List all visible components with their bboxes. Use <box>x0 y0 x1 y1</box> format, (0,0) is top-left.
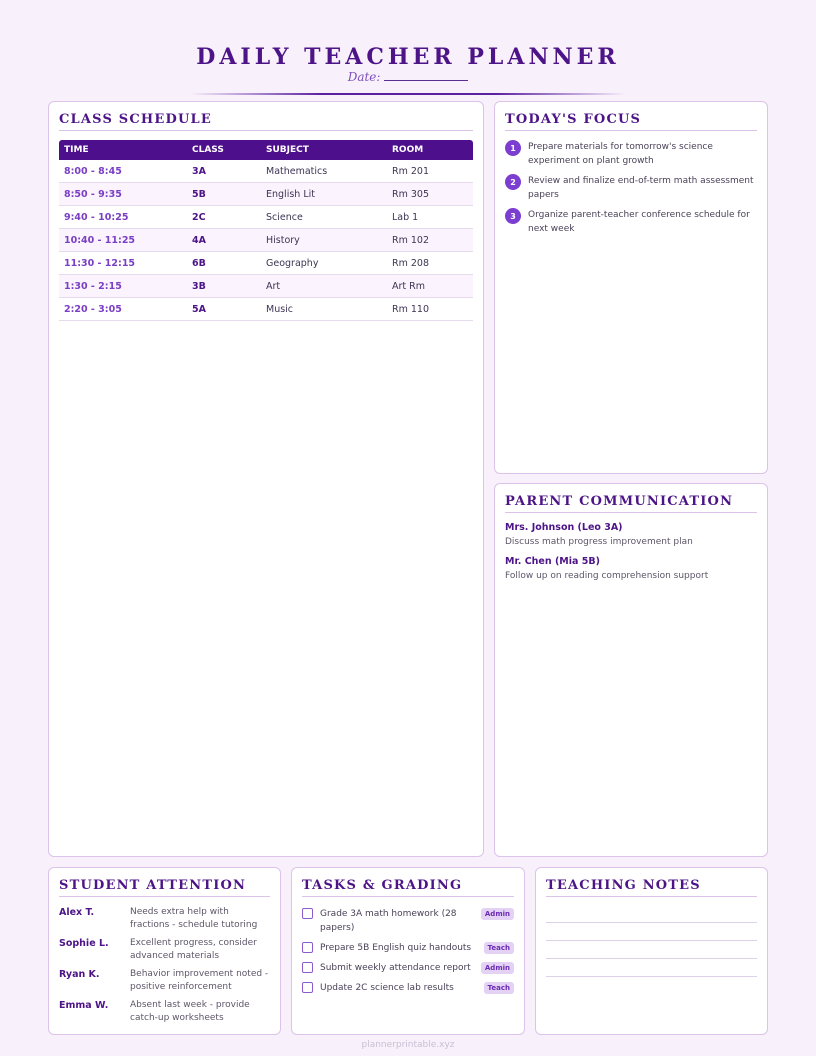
task-text: Grade 3A math homework (28 papers) <box>320 909 457 933</box>
focus-text: Review and finalize end-of-term math assessment papers <box>528 176 754 200</box>
cell-room: Rm 102 <box>392 234 430 246</box>
task-text: Prepare 5B English quiz handouts <box>320 943 472 953</box>
column-header-class: CLASS <box>192 145 224 155</box>
task-tag: Admin <box>481 962 514 974</box>
schedule-table <box>59 140 473 321</box>
table-row <box>59 206 473 229</box>
parent-name: Mrs. Johnson (Leo 3A) <box>505 522 623 533</box>
todays-focus-card <box>494 101 768 474</box>
date-field[interactable] <box>0 70 816 84</box>
parent-communication-card <box>494 483 768 857</box>
parent-note: Follow up on reading comprehension support <box>505 571 709 581</box>
student-name: Emma W. <box>59 1000 109 1011</box>
task-tag: Teach <box>484 942 514 954</box>
student-attention-title: STUDENT ATTENTION <box>59 878 270 897</box>
cell-subject: Geography <box>266 257 319 269</box>
list-item <box>59 968 270 994</box>
cell-room: Rm 305 <box>392 188 430 200</box>
task-tag: Teach <box>484 982 514 994</box>
task-text: Submit weekly attendance report <box>320 963 471 973</box>
column-header-time: TIME <box>64 145 89 155</box>
list-item <box>59 906 270 932</box>
cell-subject: Art <box>266 280 281 292</box>
table-row <box>59 298 473 321</box>
column-header-room: ROOM <box>392 145 424 155</box>
parent-note: Discuss math progress improvement plan <box>505 537 693 547</box>
task-checkbox[interactable] <box>302 942 313 953</box>
list-item <box>59 999 270 1025</box>
focus-text: Organize parent-teacher conference schedule for next week <box>528 210 750 234</box>
list-item <box>302 981 514 995</box>
header-divider <box>190 93 626 95</box>
cell-class: 3B <box>192 280 206 292</box>
cell-class: 3A <box>192 165 206 177</box>
focus-text: Prepare materials for tomorrow's science experiment on plant growth <box>528 142 713 166</box>
number-badge: 1 <box>505 140 521 156</box>
teaching-notes-card <box>535 867 768 1035</box>
cell-class: 4A <box>192 234 206 246</box>
todays-focus-title: TODAY'S FOCUS <box>505 112 757 131</box>
cell-subject: Science <box>266 211 303 223</box>
list-item <box>302 907 514 935</box>
cell-time: 11:30 - 12:15 <box>64 257 136 269</box>
note-line[interactable] <box>546 958 757 959</box>
focus-list <box>505 140 757 242</box>
list-item <box>302 961 514 975</box>
list-item <box>59 937 270 963</box>
parent-communication-title: PARENT COMMUNICATION <box>505 494 757 513</box>
cell-room: Rm 201 <box>392 165 430 177</box>
cell-room: Art Rm <box>392 280 426 292</box>
cell-time: 2:20 - 3:05 <box>64 303 122 315</box>
cell-room: Rm 110 <box>392 303 430 315</box>
tasks-grading-title: TASKS & GRADING <box>302 878 514 897</box>
student-list <box>59 906 270 1030</box>
student-name: Ryan K. <box>59 969 100 980</box>
note-line[interactable] <box>546 940 757 941</box>
list-item <box>302 941 514 955</box>
number-badge: 3 <box>505 208 521 224</box>
date-blank-line <box>384 70 468 81</box>
class-schedule-card <box>48 101 484 857</box>
table-row <box>59 229 473 252</box>
task-tag: Admin <box>481 908 514 920</box>
list-item <box>505 174 757 202</box>
student-attention-card <box>48 867 281 1035</box>
note-line[interactable] <box>546 922 757 923</box>
cell-time: 8:00 - 8:45 <box>64 165 122 177</box>
cell-subject: History <box>266 234 300 246</box>
footer-watermark: plannerprintable.xyz <box>361 1040 455 1050</box>
student-name: Sophie L. <box>59 938 109 949</box>
cell-class: 5B <box>192 188 206 200</box>
table-row <box>59 252 473 275</box>
task-list <box>302 907 514 1001</box>
cell-subject: Music <box>266 303 294 315</box>
task-text: Update 2C science lab results <box>320 983 454 993</box>
date-label: Date: <box>347 70 381 84</box>
cell-room: Lab 1 <box>392 211 419 223</box>
table-row <box>59 183 473 206</box>
teaching-notes-title: TEACHING NOTES <box>546 878 757 897</box>
task-checkbox[interactable] <box>302 908 313 919</box>
page-title: DAILY TEACHER PLANNER <box>196 44 620 70</box>
cell-time: 9:40 - 10:25 <box>64 211 129 223</box>
note-line[interactable] <box>546 976 757 977</box>
cell-room: Rm 208 <box>392 257 430 269</box>
list-item <box>505 208 757 236</box>
page-header <box>0 44 816 84</box>
tasks-grading-card <box>291 867 525 1035</box>
cell-subject: English Lit <box>266 188 315 200</box>
student-note: Needs extra help with fractions - schedule tutoring <box>130 907 258 930</box>
list-item <box>505 140 757 168</box>
cell-class: 5A <box>192 303 206 315</box>
table-row <box>59 160 473 183</box>
student-note: Absent last week - provide catch-up worksheets <box>130 1000 250 1023</box>
cell-time: 10:40 - 11:25 <box>64 234 136 246</box>
list-item <box>505 522 757 547</box>
cell-class: 6B <box>192 257 206 269</box>
task-checkbox[interactable] <box>302 962 313 973</box>
cell-time: 8:50 - 9:35 <box>64 188 122 200</box>
cell-time: 1:30 - 2:15 <box>64 280 122 292</box>
list-item <box>505 556 757 581</box>
student-note: Behavior improvement noted - positive reinforcement <box>130 969 269 992</box>
parent-name: Mr. Chen (Mia 5B) <box>505 556 600 567</box>
student-note: Excellent progress, consider advanced materials <box>130 938 257 961</box>
task-checkbox[interactable] <box>302 982 313 993</box>
column-header-subject: SUBJECT <box>266 145 309 155</box>
cell-class: 2C <box>192 211 206 223</box>
number-badge: 2 <box>505 174 521 190</box>
parent-list <box>505 522 757 590</box>
student-name: Alex T. <box>59 907 95 918</box>
class-schedule-title: CLASS SCHEDULE <box>59 112 473 131</box>
table-row <box>59 275 473 298</box>
schedule-table-header <box>59 140 473 160</box>
cell-subject: Mathematics <box>266 165 328 177</box>
